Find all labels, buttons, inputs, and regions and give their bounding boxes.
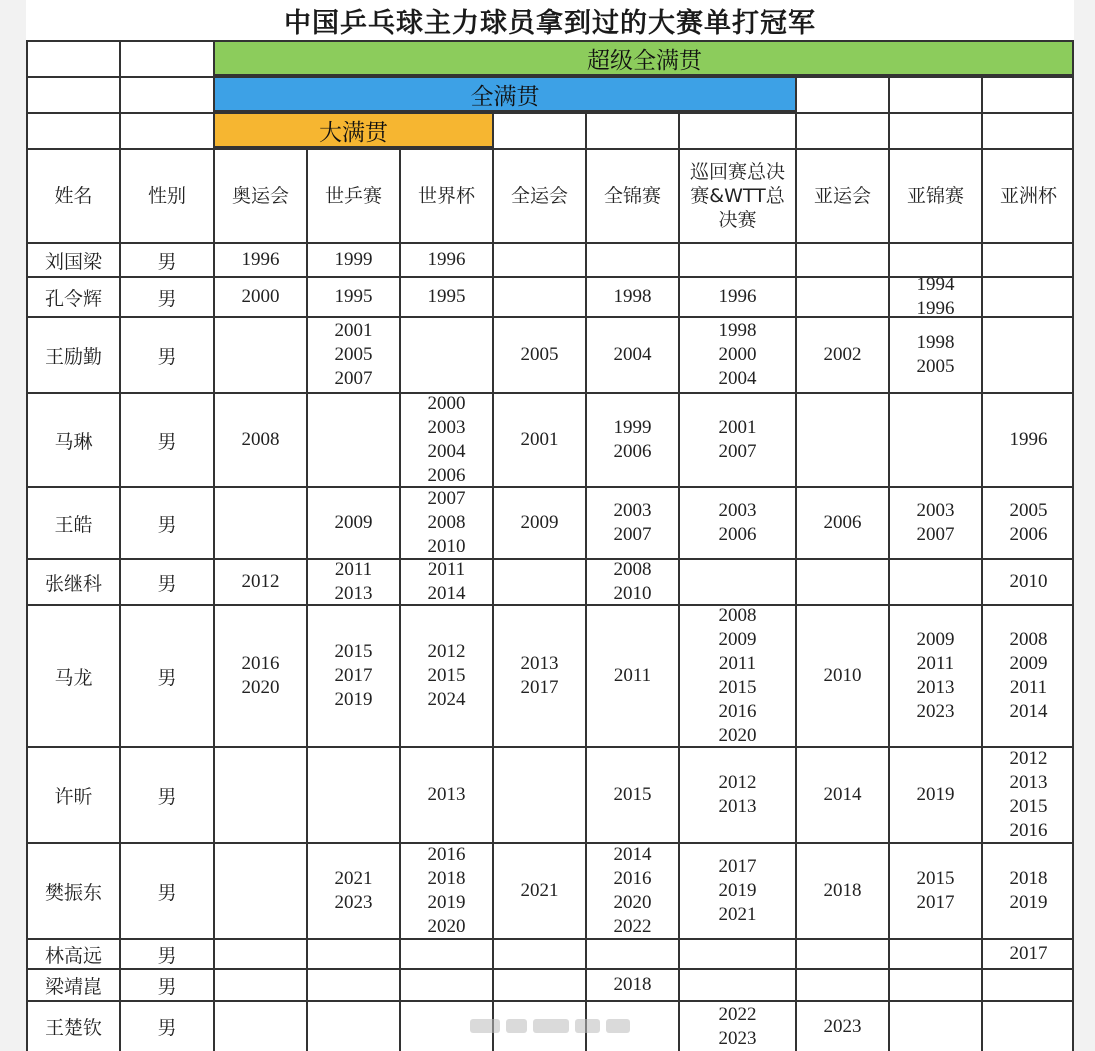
title-year: 1995 xyxy=(334,286,373,307)
title-years-asian_champ xyxy=(888,938,981,968)
title-year: 2009 xyxy=(334,512,373,533)
band-row-cell xyxy=(119,40,213,76)
title-year: 2015 xyxy=(916,868,955,889)
title-year: 2014 xyxy=(613,844,652,865)
player-gender: 男 xyxy=(119,276,213,316)
title-year: 2009 xyxy=(1009,653,1048,674)
title-years-asian_cup xyxy=(981,842,1074,938)
column-header: 世界杯 xyxy=(399,148,492,242)
title-years-olympics xyxy=(213,316,306,392)
title-year: 2008 xyxy=(718,605,757,626)
title-years-national_champ xyxy=(585,242,678,276)
title-years-olympics xyxy=(213,746,306,842)
band-row-cell xyxy=(119,76,213,112)
player-gender: 男 xyxy=(119,1000,213,1051)
title-year: 2013 xyxy=(916,677,955,698)
title-years-asian_games xyxy=(795,842,888,938)
title-year: 2004 xyxy=(718,368,757,389)
band-row-cell xyxy=(26,40,119,76)
title-year: 2020 xyxy=(718,725,757,746)
title-year: 2012 xyxy=(427,641,466,662)
player-gender: 男 xyxy=(119,558,213,604)
title-year: 1996 xyxy=(1009,429,1048,450)
title-years-asian_champ xyxy=(888,242,981,276)
title-years-olympics xyxy=(213,842,306,938)
title-years-asian_cup xyxy=(981,558,1074,604)
title-years-tour_finals xyxy=(678,558,795,604)
title-years-asian_champ xyxy=(888,1000,981,1051)
title-years-tour_finals xyxy=(678,392,795,486)
band-row-cell xyxy=(585,112,678,148)
title-year: 2016 xyxy=(718,701,757,722)
title-years-national_champ xyxy=(585,558,678,604)
title-year: 2003 xyxy=(427,417,466,438)
title-year: 2000 xyxy=(427,393,466,414)
title-years-wtc xyxy=(306,746,399,842)
title-year: 1996 xyxy=(916,298,955,316)
title-years-olympics xyxy=(213,1000,306,1051)
title-year: 2008 xyxy=(427,512,466,533)
band-row-cell xyxy=(888,76,981,112)
player-name: 马琳 xyxy=(26,392,119,486)
title-year: 2000 xyxy=(718,344,757,365)
title-years-wtc xyxy=(306,938,399,968)
title-years-olympics xyxy=(213,486,306,558)
title-year: 1996 xyxy=(427,249,466,270)
title-years-olympics xyxy=(213,938,306,968)
title-years-asian_cup xyxy=(981,316,1074,392)
title-year: 2021 xyxy=(334,868,373,889)
title-year: 2006 xyxy=(1009,524,1048,545)
title-years-asian_champ xyxy=(888,316,981,392)
title-year: 2017 xyxy=(1009,943,1048,964)
player-gender: 男 xyxy=(119,968,213,1000)
title-year: 1998 xyxy=(613,286,652,307)
title-year: 2008 xyxy=(613,559,652,580)
title-year: 2009 xyxy=(718,629,757,650)
player-name: 许昕 xyxy=(26,746,119,842)
title-year: 2019 xyxy=(916,784,955,805)
title-year: 2013 xyxy=(334,583,373,604)
column-header: 性别 xyxy=(119,148,213,242)
title-years-asian_games xyxy=(795,604,888,746)
title-years-worldcup xyxy=(399,968,492,1000)
title-year: 2008 xyxy=(1009,629,1048,650)
band-row-cell xyxy=(26,112,119,148)
title-years-national_games xyxy=(492,316,585,392)
title-years-tour_finals xyxy=(678,486,795,558)
player-name: 梁靖崑 xyxy=(26,968,119,1000)
player-name: 马龙 xyxy=(26,604,119,746)
title-year: 2010 xyxy=(823,665,862,686)
title-years-national_games xyxy=(492,276,585,316)
title-years-tour_finals xyxy=(678,968,795,1000)
title-years-asian_champ xyxy=(888,486,981,558)
title-years-worldcup xyxy=(399,558,492,604)
title-year: 1995 xyxy=(427,286,466,307)
title-year: 2002 xyxy=(823,344,862,365)
title-year: 2024 xyxy=(427,689,466,710)
title-year: 2011 xyxy=(613,665,652,686)
title-year: 2007 xyxy=(916,524,955,545)
title-years-asian_games xyxy=(795,558,888,604)
title-year: 2021 xyxy=(520,880,559,901)
title-years-asian_champ xyxy=(888,968,981,1000)
title-years-national_games xyxy=(492,938,585,968)
title-years-asian_games xyxy=(795,486,888,558)
player-gender: 男 xyxy=(119,746,213,842)
band-row-cell xyxy=(26,76,119,112)
title-years-tour_finals xyxy=(678,746,795,842)
title-years-asian_cup xyxy=(981,746,1074,842)
title-year: 2017 xyxy=(520,677,559,698)
player-gender: 男 xyxy=(119,604,213,746)
title-year: 2022 xyxy=(718,1003,757,1025)
title-years-olympics xyxy=(213,392,306,486)
title-years-worldcup xyxy=(399,842,492,938)
title-year: 2014 xyxy=(823,784,862,805)
title-year: 2019 xyxy=(427,892,466,913)
column-header: 亚洲杯 xyxy=(981,148,1074,242)
player-name: 王楚钦 xyxy=(26,1000,119,1051)
title-years-worldcup xyxy=(399,746,492,842)
title-year: 2004 xyxy=(613,344,652,365)
title-year: 1994 xyxy=(916,276,955,295)
title-year: 2018 xyxy=(427,868,466,889)
title-year: 2016 xyxy=(613,868,652,889)
title-year: 2017 xyxy=(718,856,757,877)
title-years-asian_cup xyxy=(981,486,1074,558)
title-year: 2011 xyxy=(718,653,757,674)
title-year: 2017 xyxy=(334,665,373,686)
title-years-asian_champ xyxy=(888,558,981,604)
title-year: 2010 xyxy=(613,583,652,604)
title-years-wtc xyxy=(306,392,399,486)
title-year: 2001 xyxy=(334,320,373,341)
player-gender: 男 xyxy=(119,842,213,938)
title-years-wtc xyxy=(306,558,399,604)
title-years-wtc xyxy=(306,842,399,938)
title-year: 2006 xyxy=(427,465,466,486)
title-years-national_champ xyxy=(585,842,678,938)
title-years-asian_champ xyxy=(888,392,981,486)
column-header: 巡回赛总决赛&WTT总决赛 xyxy=(678,148,795,242)
band-row-cell xyxy=(795,76,888,112)
title-year: 2016 xyxy=(427,844,466,865)
title-years-national_games xyxy=(492,842,585,938)
title-year: 2006 xyxy=(823,512,862,533)
title-years-tour_finals xyxy=(678,842,795,938)
title-years-national_games xyxy=(492,486,585,558)
title-year: 2000 xyxy=(241,286,280,307)
title-years-asian_games xyxy=(795,746,888,842)
player-gender: 男 xyxy=(119,486,213,558)
title-years-wtc xyxy=(306,316,399,392)
title-year: 2011 xyxy=(1009,677,1048,698)
title-years-tour_finals xyxy=(678,604,795,746)
column-header: 全锦赛 xyxy=(585,148,678,242)
title-year: 2013 xyxy=(1009,772,1048,793)
title-year: 1999 xyxy=(613,417,652,438)
title-year: 2015 xyxy=(334,641,373,662)
title-year: 2018 xyxy=(823,880,862,901)
title-year: 2007 xyxy=(334,368,373,389)
band-grand: 大满贯 xyxy=(213,112,492,148)
title-years-asian_cup xyxy=(981,242,1074,276)
title-years-asian_cup xyxy=(981,604,1074,746)
title-years-asian_champ xyxy=(888,276,981,316)
title-years-asian_cup xyxy=(981,968,1074,1000)
title-year: 2018 xyxy=(1009,868,1048,889)
player-gender: 男 xyxy=(119,316,213,392)
title-years-wtc xyxy=(306,1000,399,1051)
title-year: 2017 xyxy=(916,892,955,913)
title-year: 2013 xyxy=(718,796,757,817)
title-year: 2019 xyxy=(718,880,757,901)
title-years-tour_finals xyxy=(678,276,795,316)
title-years-asian_champ xyxy=(888,746,981,842)
player-name: 刘国梁 xyxy=(26,242,119,276)
band-row-cell xyxy=(492,112,585,148)
title-year: 2016 xyxy=(241,653,280,674)
column-header: 姓名 xyxy=(26,148,119,242)
title-years-asian_games xyxy=(795,938,888,968)
title-years-wtc xyxy=(306,968,399,1000)
title-years-national_champ xyxy=(585,486,678,558)
title-years-asian_games xyxy=(795,316,888,392)
title-year: 2015 xyxy=(613,784,652,805)
title-years-tour_finals xyxy=(678,1000,795,1051)
title-year: 2013 xyxy=(520,653,559,674)
title-years-national_champ xyxy=(585,968,678,1000)
title-year: 2023 xyxy=(916,701,955,722)
title-year: 2007 xyxy=(718,441,757,462)
title-years-worldcup xyxy=(399,242,492,276)
title-year: 2008 xyxy=(241,429,280,450)
player-name: 孔令辉 xyxy=(26,276,119,316)
title-year: 2006 xyxy=(718,524,757,545)
title-year: 2003 xyxy=(916,500,955,521)
title-year: 2019 xyxy=(334,689,373,710)
title-years-national_games xyxy=(492,604,585,746)
band-super: 超级全满贯 xyxy=(213,40,1074,76)
title-year: 1998 xyxy=(718,320,757,341)
title-year: 2012 xyxy=(1009,748,1048,769)
title-years-national_champ xyxy=(585,316,678,392)
title-year: 2005 xyxy=(1009,500,1048,521)
title-year: 2020 xyxy=(241,677,280,698)
title-year: 2014 xyxy=(1009,701,1048,722)
title-year: 2020 xyxy=(427,916,466,937)
title-years-national_champ xyxy=(585,938,678,968)
title-year: 2022 xyxy=(613,916,652,937)
title-years-olympics xyxy=(213,276,306,316)
title-year: 2016 xyxy=(1009,820,1048,841)
title-years-worldcup xyxy=(399,604,492,746)
title-years-worldcup xyxy=(399,392,492,486)
title-years-national_games xyxy=(492,968,585,1000)
title-years-worldcup xyxy=(399,316,492,392)
title-years-worldcup xyxy=(399,276,492,316)
title-year: 2023 xyxy=(823,1015,862,1037)
band-row-cell xyxy=(795,112,888,148)
player-name: 林高远 xyxy=(26,938,119,968)
title-year: 2023 xyxy=(334,892,373,913)
title-year: 2019 xyxy=(1009,892,1048,913)
band-row-cell xyxy=(981,112,1074,148)
title-year: 2003 xyxy=(718,500,757,521)
column-header: 世乒赛 xyxy=(306,148,399,242)
title-year: 2005 xyxy=(916,356,955,377)
title-year: 2007 xyxy=(613,524,652,545)
column-header: 奥运会 xyxy=(213,148,306,242)
title-year: 2018 xyxy=(613,974,652,995)
title-years-national_games xyxy=(492,746,585,842)
title-year: 2015 xyxy=(718,677,757,698)
title-years-asian_cup xyxy=(981,938,1074,968)
band-row-cell xyxy=(119,112,213,148)
title-year: 2009 xyxy=(916,629,955,650)
title-year: 2005 xyxy=(334,344,373,365)
title-years-asian_champ xyxy=(888,842,981,938)
title-years-asian_games xyxy=(795,392,888,486)
title-years-asian_cup xyxy=(981,392,1074,486)
title-year: 2014 xyxy=(427,583,466,604)
title-year: 2009 xyxy=(520,512,559,533)
spreadsheet-image xyxy=(26,0,1074,1051)
title-year: 2013 xyxy=(427,784,466,805)
player-gender: 男 xyxy=(119,242,213,276)
player-name: 张继科 xyxy=(26,558,119,604)
title-year: 2021 xyxy=(718,904,757,925)
title-years-tour_finals xyxy=(678,316,795,392)
title-years-national_champ xyxy=(585,746,678,842)
table-right-border xyxy=(1072,40,1074,1051)
title-year: 2005 xyxy=(520,344,559,365)
title-years-olympics xyxy=(213,968,306,1000)
title-years-tour_finals xyxy=(678,938,795,968)
title-years-national_champ xyxy=(585,276,678,316)
player-name: 王励勤 xyxy=(26,316,119,392)
title-year: 2011 xyxy=(427,559,466,580)
player-name: 王皓 xyxy=(26,486,119,558)
title-year: 2023 xyxy=(718,1027,757,1049)
column-header: 亚锦赛 xyxy=(888,148,981,242)
column-header: 亚运会 xyxy=(795,148,888,242)
title-year: 2011 xyxy=(334,559,373,580)
title-years-wtc xyxy=(306,276,399,316)
title-year: 2006 xyxy=(613,441,652,462)
title-years-worldcup xyxy=(399,938,492,968)
band-full: 全满贯 xyxy=(213,76,795,112)
title-years-olympics xyxy=(213,604,306,746)
title-year: 1996 xyxy=(241,249,280,270)
title-years-wtc xyxy=(306,604,399,746)
title-year: 2010 xyxy=(1009,571,1048,592)
title-year: 2011 xyxy=(916,653,955,674)
title-year: 2010 xyxy=(427,536,466,557)
title-years-tour_finals xyxy=(678,242,795,276)
title-years-asian_games xyxy=(795,968,888,1000)
player-gender: 男 xyxy=(119,938,213,968)
title-years-national_champ xyxy=(585,604,678,746)
title-years-national_games xyxy=(492,392,585,486)
title-years-asian_cup xyxy=(981,1000,1074,1051)
title-year: 2003 xyxy=(613,500,652,521)
band-row-cell xyxy=(981,76,1074,112)
title-years-wtc xyxy=(306,242,399,276)
title-year: 2012 xyxy=(241,571,280,592)
title-year: 2001 xyxy=(718,417,757,438)
title-year: 2020 xyxy=(613,892,652,913)
column-header: 全运会 xyxy=(492,148,585,242)
title-years-wtc xyxy=(306,486,399,558)
title-years-worldcup xyxy=(399,486,492,558)
page-title: 中国乒乓球主力球员拿到过的大赛单打冠军 xyxy=(284,7,816,39)
title-year: 2001 xyxy=(520,429,559,450)
watermark xyxy=(470,1015,630,1037)
title-year: 2012 xyxy=(718,772,757,793)
band-row-cell xyxy=(678,112,795,148)
title-year: 2007 xyxy=(427,488,466,509)
title-years-national_champ xyxy=(585,392,678,486)
title-years-olympics xyxy=(213,242,306,276)
title-year: 1998 xyxy=(916,332,955,353)
title-year: 2004 xyxy=(427,441,466,462)
title-years-asian_games xyxy=(795,276,888,316)
title-year: 1999 xyxy=(334,249,373,270)
player-name: 樊振东 xyxy=(26,842,119,938)
title-years-national_games xyxy=(492,558,585,604)
title-years-olympics xyxy=(213,558,306,604)
title-year: 2015 xyxy=(1009,796,1048,817)
title-year: 1996 xyxy=(718,286,757,307)
band-row-cell xyxy=(888,112,981,148)
title-years-asian_games xyxy=(795,242,888,276)
title-years-asian_champ xyxy=(888,604,981,746)
title-years-asian_games xyxy=(795,1000,888,1051)
title-years-asian_cup xyxy=(981,276,1074,316)
player-gender: 男 xyxy=(119,392,213,486)
title-year: 2015 xyxy=(427,665,466,686)
title-years-national_games xyxy=(492,242,585,276)
